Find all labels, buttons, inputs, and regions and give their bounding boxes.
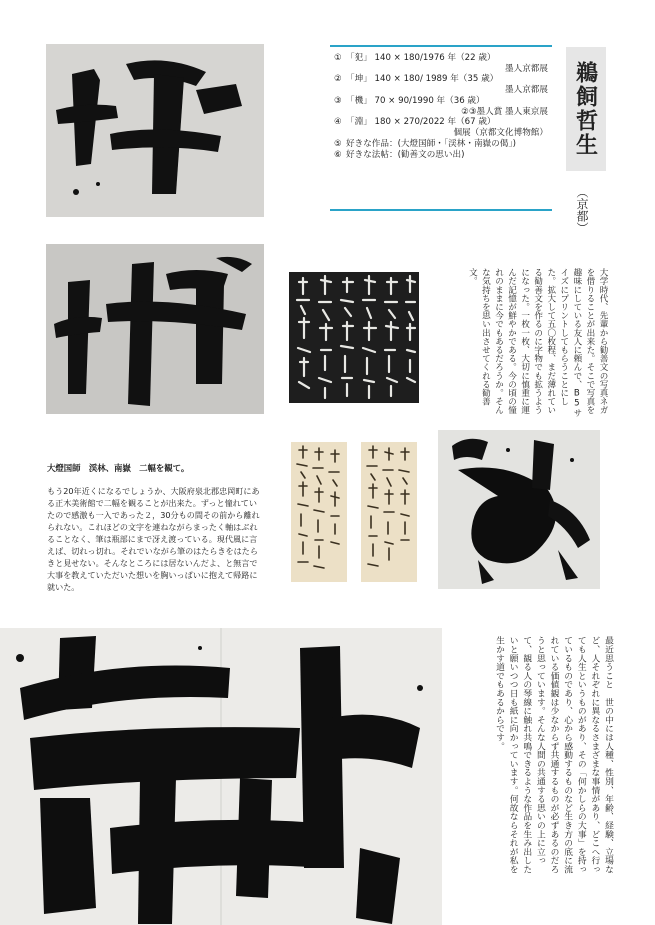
work-exhibit-4: 個展（京都文化博物館） [453, 128, 548, 139]
artist-region: （京都） [575, 186, 589, 234]
work-item-3: ③ 「機」 70 × 90/1990 年（36 歳） [334, 95, 485, 106]
commentary-rubbing: 大学時代、先輩から勧善文の写真ネガを借りることが出来た。そこで写真を趣味にしている友人に頼んで、B5サイズにプリントしてもらうことにした。拡大して五〇枚程、まだ薄れている勧善文を作るのに字物でも拡うようになった。一枚一枚、大切に慎重に運んだ記憶が鮮やかである。今の頃の憧れのままに今でもあるだろうか。そんな気持ちを思い出させてくれる勧善文。 [467, 268, 608, 417]
favorite-work: ⑤ 好きな作品：(大燈国師・「渓林・南嶽の偈」) [334, 138, 516, 149]
work-item-2: ② 「坤」 140 × 180/ 1989 年（35 歳） [334, 74, 499, 85]
artist-name: 鵜飼哲生 [566, 47, 606, 171]
artwork-photo-4 [0, 628, 442, 925]
scroll-image-right [361, 442, 417, 582]
favorite-model: ⑥ 好きな法帖：(勧善文の思い出) [334, 149, 465, 160]
essay-caption: 大燈国師 渓林、南嶽 二幅を観て。 [47, 463, 190, 473]
work-item-4: ④ 「淵」 180 × 270/2022 年（67 歳） [334, 117, 496, 128]
artwork-photo-1 [46, 44, 264, 217]
rubbing-image [289, 272, 419, 403]
work-exhibit-3: ②③墨人賞 墨人東京展 [461, 106, 548, 117]
work-list-box [330, 45, 552, 211]
work-exhibit-2: 墨人京都展 [505, 85, 548, 96]
work-exhibit-1: 墨人京都展 [505, 63, 548, 74]
work-item-1: ① 「犯」 140 × 180/1976 年（22 歳） [334, 53, 496, 63]
essay-text: もう20年近くになるでしょうか、大阪府泉北郡忠岡町にある正木美術館で二幅を観ることが出来た。ずっと憧れていたので感激も一入であった２，30分もの間その前から離れられない。これほどの文字を連ねながらまったく軸はぶれることなく、筆は瓶部にまで冴え渡っている。現代風に言えば、切れっ切れ。それでいながら筆のはたらきをはたらきと見せない。そんなところには居ないんだよ、と無言で大事を教えていただいた想いを胸いっぱいに抱えて帰路に就いた。 [47, 486, 260, 592]
artwork-photo-2 [46, 244, 264, 414]
scroll-image-left [291, 442, 347, 582]
artwork-photo-3 [438, 430, 600, 589]
recent-thoughts-text: 最近思うこと 世の中には人種、性別、年齢、経験、立場など、人それぞれに異なるさまざまな事情があり、どこへ行っても人生というものがあり、その「何かしらの大事」を持っているものであり、心から感動するものなど生き方の底に流れている価値観は少なからず共通するものが必ずあるのだろうと思っています。そんな人間の共通する思いの上に立って、観る人の琴線に触れ共鳴できるような作品を生み出したいと願いつつ日も紙に向かっています。何故ならそれが私を生かす道でもあるからです。 [494, 636, 613, 874]
